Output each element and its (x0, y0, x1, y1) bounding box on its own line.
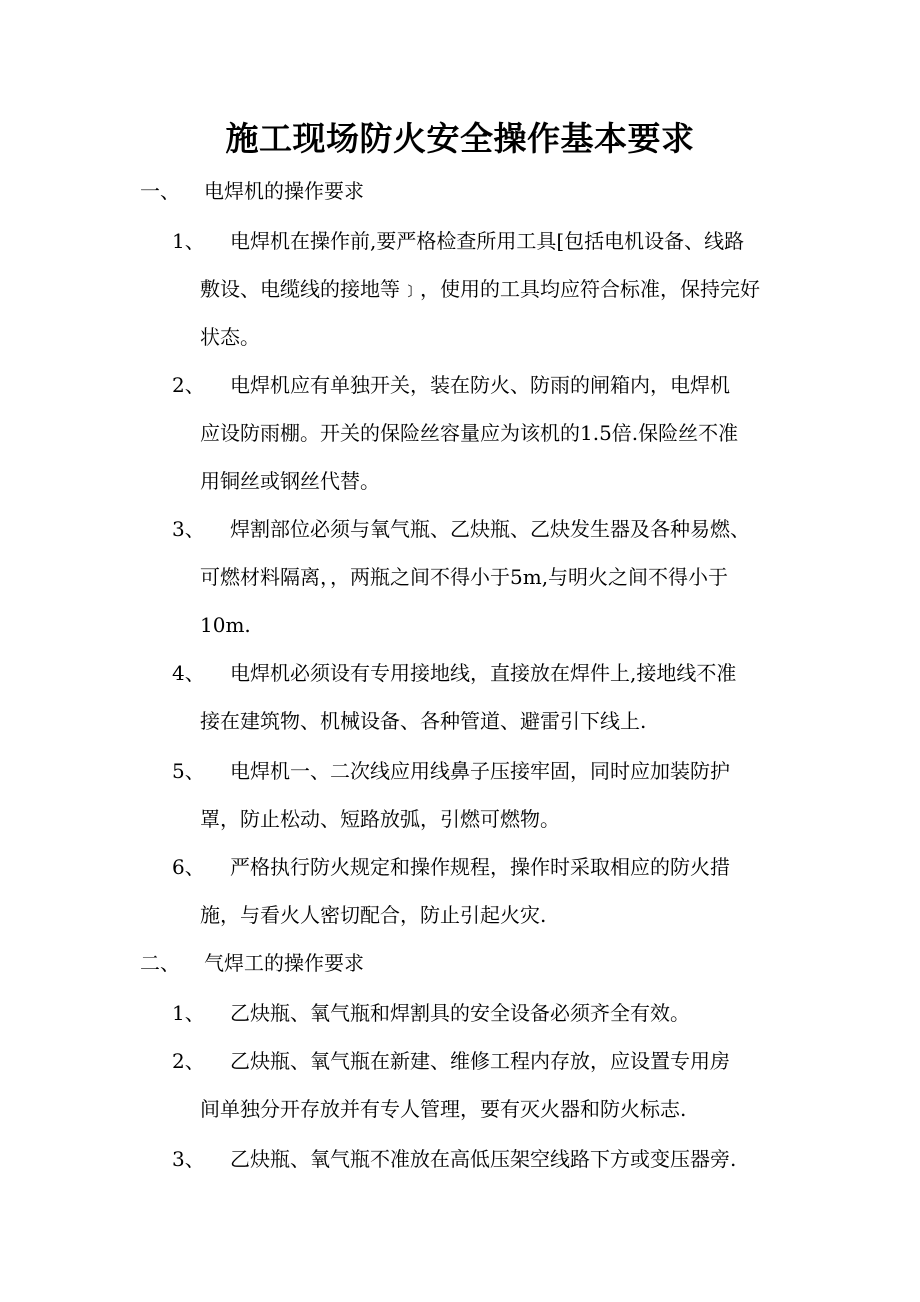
item-number: 2、 (172, 373, 205, 397)
item-text (200, 1037, 792, 1133)
item-line: 严格执行防火规定和操作规程，操作时采取相应的防火措 (230, 855, 730, 879)
item-line: 电焊机在操作前,要严格检查所用工具[包括电机设备、线路 (230, 229, 745, 253)
item-line: 乙炔瓶、氧气瓶在新建、维修工程内存放，应设置专用房 (230, 1049, 730, 1073)
item-line: 电焊机必须设有专用接地线，直接放在焊件上,接地线不准 (230, 661, 737, 685)
item-text (200, 843, 792, 939)
item-line: 乙炔瓶、氧气瓶和焊割具的安全设备必须齐全有效。 (230, 1001, 690, 1025)
section-heading-2 (140, 948, 364, 978)
item-text (200, 649, 792, 745)
list-item (172, 989, 792, 1037)
item-text (200, 217, 792, 361)
item-line: 应设防雨棚。开关的保险丝容量应为该机的1.5倍.保险丝不准 (200, 421, 739, 445)
section-number: 二、 (140, 951, 180, 975)
section-title: 气焊工的操作要求 (204, 951, 364, 975)
item-text (200, 1135, 792, 1183)
section-heading-1 (140, 176, 364, 206)
item-line: 可燃材料隔离，，两瓶之间不得小于5m,与明火之间不得小于 (200, 565, 729, 589)
item-line: 罩，防止松动、短路放弧，引燃可燃物。 (200, 807, 560, 831)
list-item (172, 361, 792, 505)
item-line: 乙炔瓶、氧气瓶不准放在高低压架空线路下方或变压器旁. (230, 1147, 737, 1171)
list-item (172, 1037, 792, 1133)
item-line: 用铜丝或钢丝代替。 (200, 469, 380, 493)
item-line: 间单独分开存放并有专人管理，要有灭火器和防火标志. (200, 1097, 687, 1121)
item-line: 施，与看火人密切配合，防止引起火灾. (200, 903, 547, 927)
list-item (172, 1135, 792, 1183)
item-number: 2、 (172, 1049, 205, 1073)
section-number: 一、 (140, 179, 180, 203)
list-item (172, 843, 792, 939)
item-text (200, 505, 792, 649)
item-line: 电焊机一、二次线应用线鼻子压接牢固，同时应加装防护 (230, 759, 730, 783)
item-line: 状态。 (200, 325, 260, 349)
item-number: 3、 (172, 1147, 205, 1171)
list-item (172, 217, 792, 361)
item-text (200, 747, 792, 843)
item-number: 1、 (172, 229, 205, 253)
item-number: 1、 (172, 1001, 205, 1025)
list-item (172, 649, 792, 745)
item-line: 10m. (200, 613, 251, 637)
item-line: 接在建筑物、机械设备、各种管道、避雷引下线上. (200, 709, 647, 733)
item-number: 4、 (172, 661, 205, 685)
item-line: 电焊机应有单独开关，装在防火、防雨的闸箱内，电焊机 (230, 373, 730, 397)
item-number: 3、 (172, 517, 205, 541)
list-item (172, 747, 792, 843)
item-text (200, 989, 792, 1037)
item-line: 焊割部位必须与氧气瓶、乙炔瓶、乙炔发生器及各种易燃、 (230, 517, 750, 541)
item-number: 6、 (172, 855, 205, 879)
item-number: 5、 (172, 759, 205, 783)
item-text (200, 361, 792, 505)
section-title: 电焊机的操作要求 (204, 179, 364, 203)
page-title: 施工现场防火安全操作基本要求 (225, 119, 695, 158)
list-item (172, 505, 792, 649)
item-line: 敷设、电缆线的接地等﹞，使用的工具均应符合标准，保持完好 (200, 277, 760, 301)
